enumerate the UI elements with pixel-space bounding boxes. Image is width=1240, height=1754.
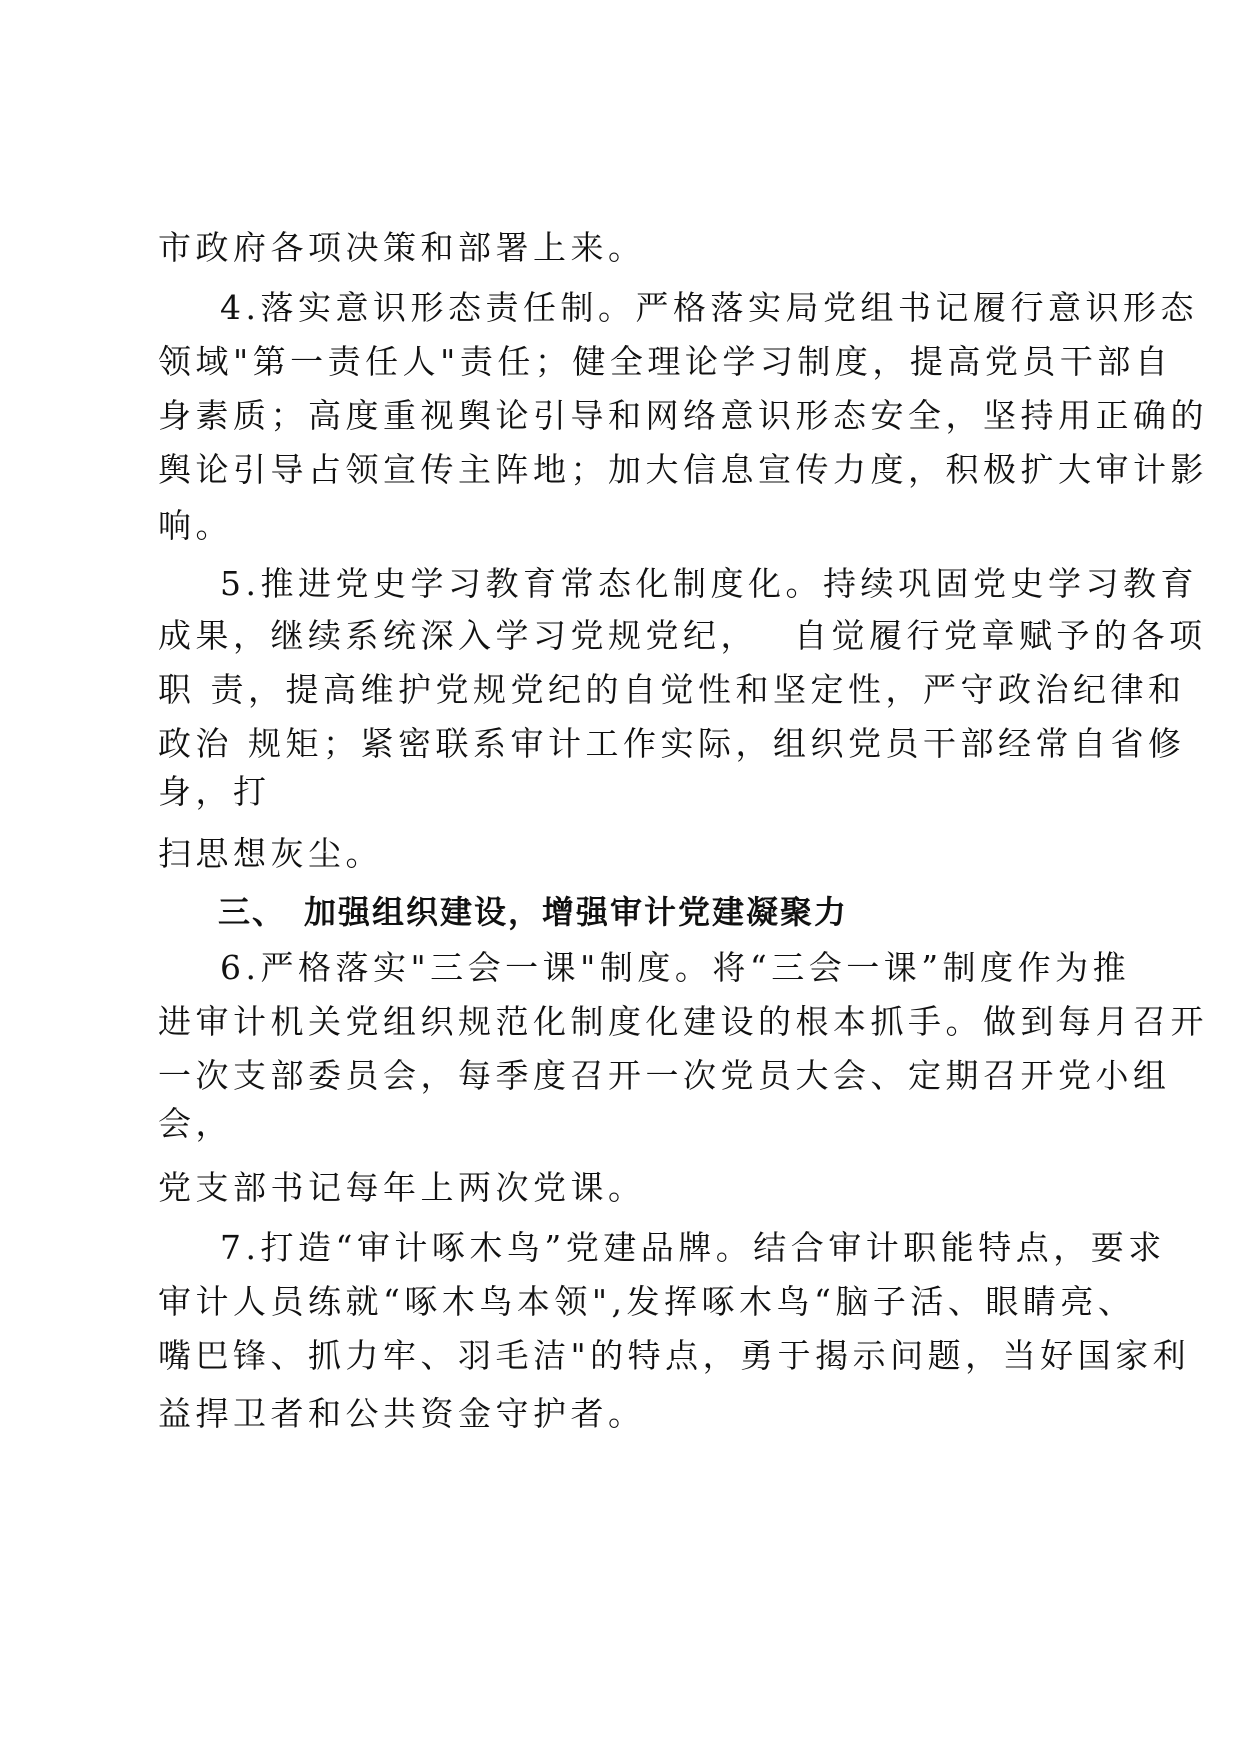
paragraph-line: 政治 规矩；紧密联系审计工作实际，组织党员干部经常自省修 (158, 724, 1186, 763)
paragraph-line: 成果，继续系统深入学习党规党纪， 自觉履行党章赋予的各项 (158, 616, 1207, 655)
paragraph-line: 益捍卫者和公共资金守护者。 (158, 1394, 646, 1433)
paragraph-line: 舆论引导占领宣传主阵地；加大信息宣传力度，积极扩大审计影 (158, 450, 1208, 489)
paragraph-line: 党支部书记每年上两次党课。 (158, 1168, 646, 1207)
item-7-title-line: 7.打造“审计啄木鸟”党建品牌。结合审计职能特点，要求 (220, 1228, 1166, 1267)
paragraph-line: 嘴巴锋、抓力牢、羽毛洁"的特点，勇于揭示问题，当好国家利 (158, 1336, 1191, 1375)
item-4-title-line: 4.落实意识形态责任制。严格落实局党组书记履行意识形态 (220, 288, 1198, 327)
paragraph-line: 扫思想灰尘。 (158, 834, 383, 873)
paragraph-line: 市政府各项决策和部署上来。 (158, 228, 646, 267)
item-5-title-line: 5.推进党史学习教育常态化制度化。持续巩固党史学习教育 (220, 564, 1198, 603)
paragraph-line: 职 责，提高维护党规党纪的自觉性和坚定性，严守政治纪律和 (158, 670, 1186, 709)
paragraph-line: 身，打 (158, 772, 271, 811)
section-heading: 三、 加强组织建设，增强审计党建凝聚力 (218, 893, 849, 931)
paragraph-line: 领域"第一责任人"责任；健全理论学习制度，提高党员干部自 (158, 342, 1173, 381)
paragraph-line: 会， (158, 1104, 233, 1143)
item-6-title-line: 6.严格落实"三会一课"制度。将“三会一课”制度作为推 (220, 948, 1131, 987)
paragraph-line: 身素质；高度重视舆论引导和网络意识形态安全，坚持用正确的 (158, 396, 1208, 435)
paragraph-line: 进审计机关党组织规范化制度化建设的根本抓手。做到每月召开 (158, 1002, 1208, 1041)
paragraph-line: 响。 (158, 506, 233, 545)
paragraph-line: 审计人员练就“啄木鸟本领",发挥啄木鸟“脑子活、眼睛亮、 (158, 1282, 1136, 1321)
paragraph-line: 一次支部委员会，每季度召开一次党员大会、定期召开党小组 (158, 1056, 1171, 1095)
